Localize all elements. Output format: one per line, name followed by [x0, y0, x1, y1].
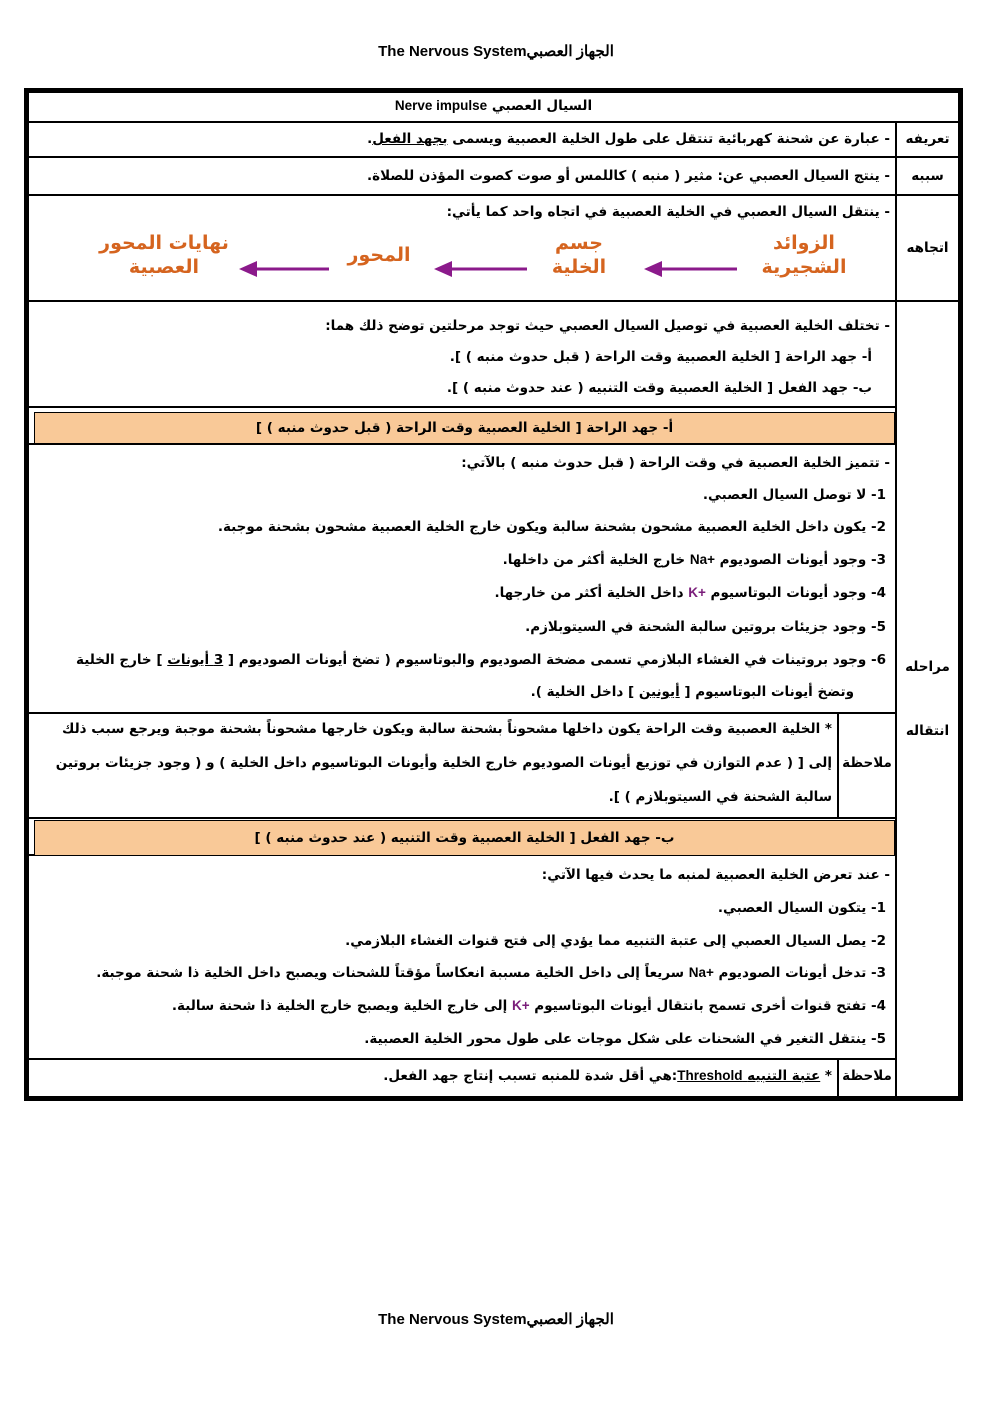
definition-term: بجهد الفعل: [372, 131, 448, 147]
note-2-label: ملاحظة: [842, 1068, 892, 1084]
note-1-line-2: إلى [ ( عدم التوازن في توزيع أيونات الصوديوم خارج الخلية وأيونات البوتاسيوم داخل الخلية ) و ( وجود جزيئات بروتين: [55, 755, 832, 771]
definition-label: تعريفه: [905, 131, 950, 147]
flow-arrow-1: [644, 259, 739, 279]
stage-a: أ- جهد الراحة [ الخلية العصبية وقت الراحة ( قبل حدوث منبه ) ].: [449, 349, 872, 365]
rest-item-6-cont: وتضخ أيونات البوتاسيوم [ أيونين ] داخل الخلية ).: [530, 684, 854, 700]
cause-label: سببه: [911, 168, 944, 184]
rest-intro: - تتميز الخلية العصبية في وقت الراحة ( قبل حدوث منبه ) بالآتي:: [461, 455, 890, 471]
flow-node-cell-body: جسم الخلية: [551, 232, 607, 278]
action-item-4: 4- تفتح قنوات أخرى تسمح بانتقال أيونات البوتاسيوم K+ إلى خارج الخلية ويصبح خارج الخلية ذا شحنة سالبة.: [171, 998, 886, 1014]
action-item-3: 3- تدخل أيونات الصوديوم Na+ سريعاً إلى داخل الخلية مسببة انعكاساً مؤقتاً للشحنات ويصبح داخل الخلية ذا شحنة موجبة.: [96, 965, 886, 981]
note-1-label: ملاحظة: [842, 755, 892, 771]
title-ar: السيال العصبي: [491, 98, 593, 114]
action-heading: ب- جهد الفعل [ الخلية العصبية وقت التنبيه ( عند حدوث منبه ) ]: [34, 820, 895, 856]
action-item-2: 2- يصل السيال العصبي إلى عتبة التنبيه مما يؤدي إلى فتح قنوات الغشاء البلازمي.: [345, 933, 886, 949]
page-footer: [0, 1310, 992, 1328]
threshold-term: عتبة التنبيه Threshold: [677, 1068, 821, 1084]
ion-na-2: Na+: [688, 965, 714, 980]
note-1-line-1: * الخلية العصبية وقت الراحة يكون داخلها مشحوناً بشحنة سالبة ويكون خارجها مشحوناً بشحنة موجبة ويرجع سبب ذلك: [62, 721, 832, 737]
definition-text: - عبارة عن شحنة كهربائية تنتقل على طول الخلية العصبية ويسمى بجهد الفعل.: [367, 131, 890, 147]
title-en: Nerve impulse: [394, 98, 488, 113]
ion-na: Na+: [689, 552, 715, 567]
flow-arrow-2: [434, 259, 529, 279]
stages-intro: - تختلف الخلية العصبية في توصيل السيال العصبي حيث توجد مرحلتين توضح ذلك هما:: [325, 318, 890, 334]
page-title: [29, 98, 958, 114]
header-title-en: The Nervous System: [378, 43, 527, 60]
flow-arrow-3: [239, 259, 331, 279]
flow-node-axon-terminals: نهايات المحور العصبية: [99, 232, 229, 278]
action-item-1: 1- يتكون السيال العصبي.: [717, 900, 886, 916]
direction-text: - ينتقل السيال العصبي في الخلية العصبية في اتجاه واحد كما يأتي:: [446, 204, 890, 220]
footer-title-en: The Nervous System: [378, 1311, 527, 1328]
flow-node-axon: المحور: [347, 244, 411, 266]
rest-item-3: 3- وجود أيونات الصوديوم Na+ خارج الخلية أكثر من داخلها.: [502, 552, 886, 568]
page-header: [0, 42, 992, 60]
action-item-5: 5- ينتقل التغير في الشحنات على شكل موجات على طول محور الخلية العصبية.: [364, 1031, 886, 1047]
cause-text: - ينتج السيال العصبي عن: مثير ( منبه ) كاللمس أو صوت كصوت المؤذن للصلاة.: [367, 168, 890, 184]
rest-item-1: 1- لا توصل السيال العصبي.: [702, 487, 886, 503]
rest-item-2: 2- يكون داخل الخلية العصبية مشحون بشحنة سالبة ويكون خارج الخلية العصبية مشحون بشحنة موجبة.: [217, 519, 886, 535]
action-intro: - عند تعرض الخلية العصبية لمنبه ما يحدث فيها الآتي:: [541, 867, 890, 883]
rest-item-5: 5- وجود جزيئات بروتين سالبة الشحنة في السيتوبلازم.: [525, 619, 886, 635]
footer-title-ar: الجهاز العصبي: [526, 1311, 614, 1328]
rest-item-4: 4- وجود أيونات البوتاسيوم K+ داخل الخلية أكثر من خارجها.: [494, 585, 886, 601]
header-title-ar: الجهاز العصبي: [526, 43, 614, 60]
stages-label-2: انتقاله: [905, 723, 950, 739]
direction-label: اتجاهه: [906, 240, 949, 256]
rest-item-6: 6- وجود بروتينات في الغشاء البلازمي تسمى مضخة الصوديوم والبوتاسيوم ( تضخ أيونات الصوديوم [ 3 أيونات ] خارج الخلية: [76, 652, 886, 668]
note-2-text: * عتبة التنبيه Threshold:هي أقل شدة للمنبه تسبب إنتاج جهد الفعل.: [383, 1068, 832, 1084]
note-1-line-3: سالبة الشحنة في السيتوبلازم ) ].: [608, 789, 832, 805]
stage-b: ب- جهد الفعل [ الخلية العصبية وقت التنبيه ( عند حدوث منبه ) ].: [446, 380, 872, 396]
ion-k: K+: [688, 585, 706, 600]
ion-k-2: K+: [511, 998, 530, 1013]
lesson-table: [24, 88, 963, 1101]
stages-label-1: مراحله: [905, 659, 950, 675]
rest-heading: أ- جهد الراحة [ الخلية العصبية وقت الراحة ( قبل حدوث منبه ) ]: [34, 412, 895, 444]
flow-node-dendrites: الزوائد الشجيرية: [761, 232, 847, 278]
